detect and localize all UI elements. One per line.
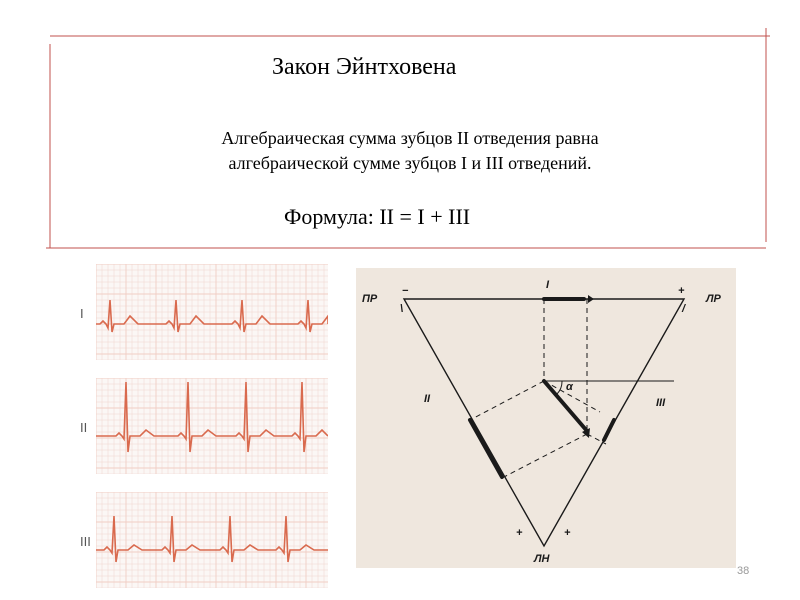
ecg-trace-lead-1	[96, 300, 328, 332]
statement-line-2: алгебраической сумме зубцов I и III отведений.	[228, 153, 592, 173]
ecg-trace-lead-3	[96, 516, 328, 562]
law-statement	[150, 126, 670, 176]
side-label-lead-1: I	[546, 279, 550, 291]
ecg-lead-label-1: I	[80, 306, 84, 321]
ecg-strip-lead-1	[96, 264, 328, 360]
lead-2-projection-arrow	[470, 420, 502, 477]
angle-arc	[557, 381, 562, 394]
vector-dash-4	[502, 434, 587, 478]
formula: Формула: II = I + III	[284, 204, 471, 229]
ecg-strip-lead-2	[96, 378, 328, 474]
vertex-label-left-leg: ЛН	[534, 553, 550, 565]
slide-title: Закон Эйнтховена	[272, 54, 457, 80]
side-label-lead-2: II	[424, 393, 431, 405]
einthoven-triangle-diagram	[356, 268, 736, 568]
side-label-lead-3: III	[656, 397, 666, 409]
vertex-label-left-arm: ЛР	[706, 293, 721, 305]
sign-bottom-left: +	[516, 527, 523, 539]
ecg-lead-label-3: III	[80, 534, 91, 549]
sign-top-left: −	[402, 285, 409, 297]
page-number: 38	[737, 565, 750, 577]
lead-3-projection-arrow	[604, 420, 614, 440]
ecg-strip-lead-3	[96, 492, 328, 588]
mark-right-vertex: /	[682, 303, 686, 315]
vertex-label-right-arm: ПР	[362, 293, 378, 305]
statement-line-1: Алгебраическая сумма зубцов II отведения равна	[221, 128, 599, 148]
sign-bottom-right: +	[564, 527, 571, 539]
sign-top-right: +	[678, 285, 685, 297]
angle-label: α	[566, 381, 573, 393]
mark-left-vertex: \	[400, 303, 404, 315]
vector-dash-3	[470, 381, 544, 420]
ecg-lead-label-2: II	[80, 420, 88, 435]
lead-1-arrowhead	[588, 295, 594, 303]
ecg-trace-lead-2	[96, 382, 328, 452]
